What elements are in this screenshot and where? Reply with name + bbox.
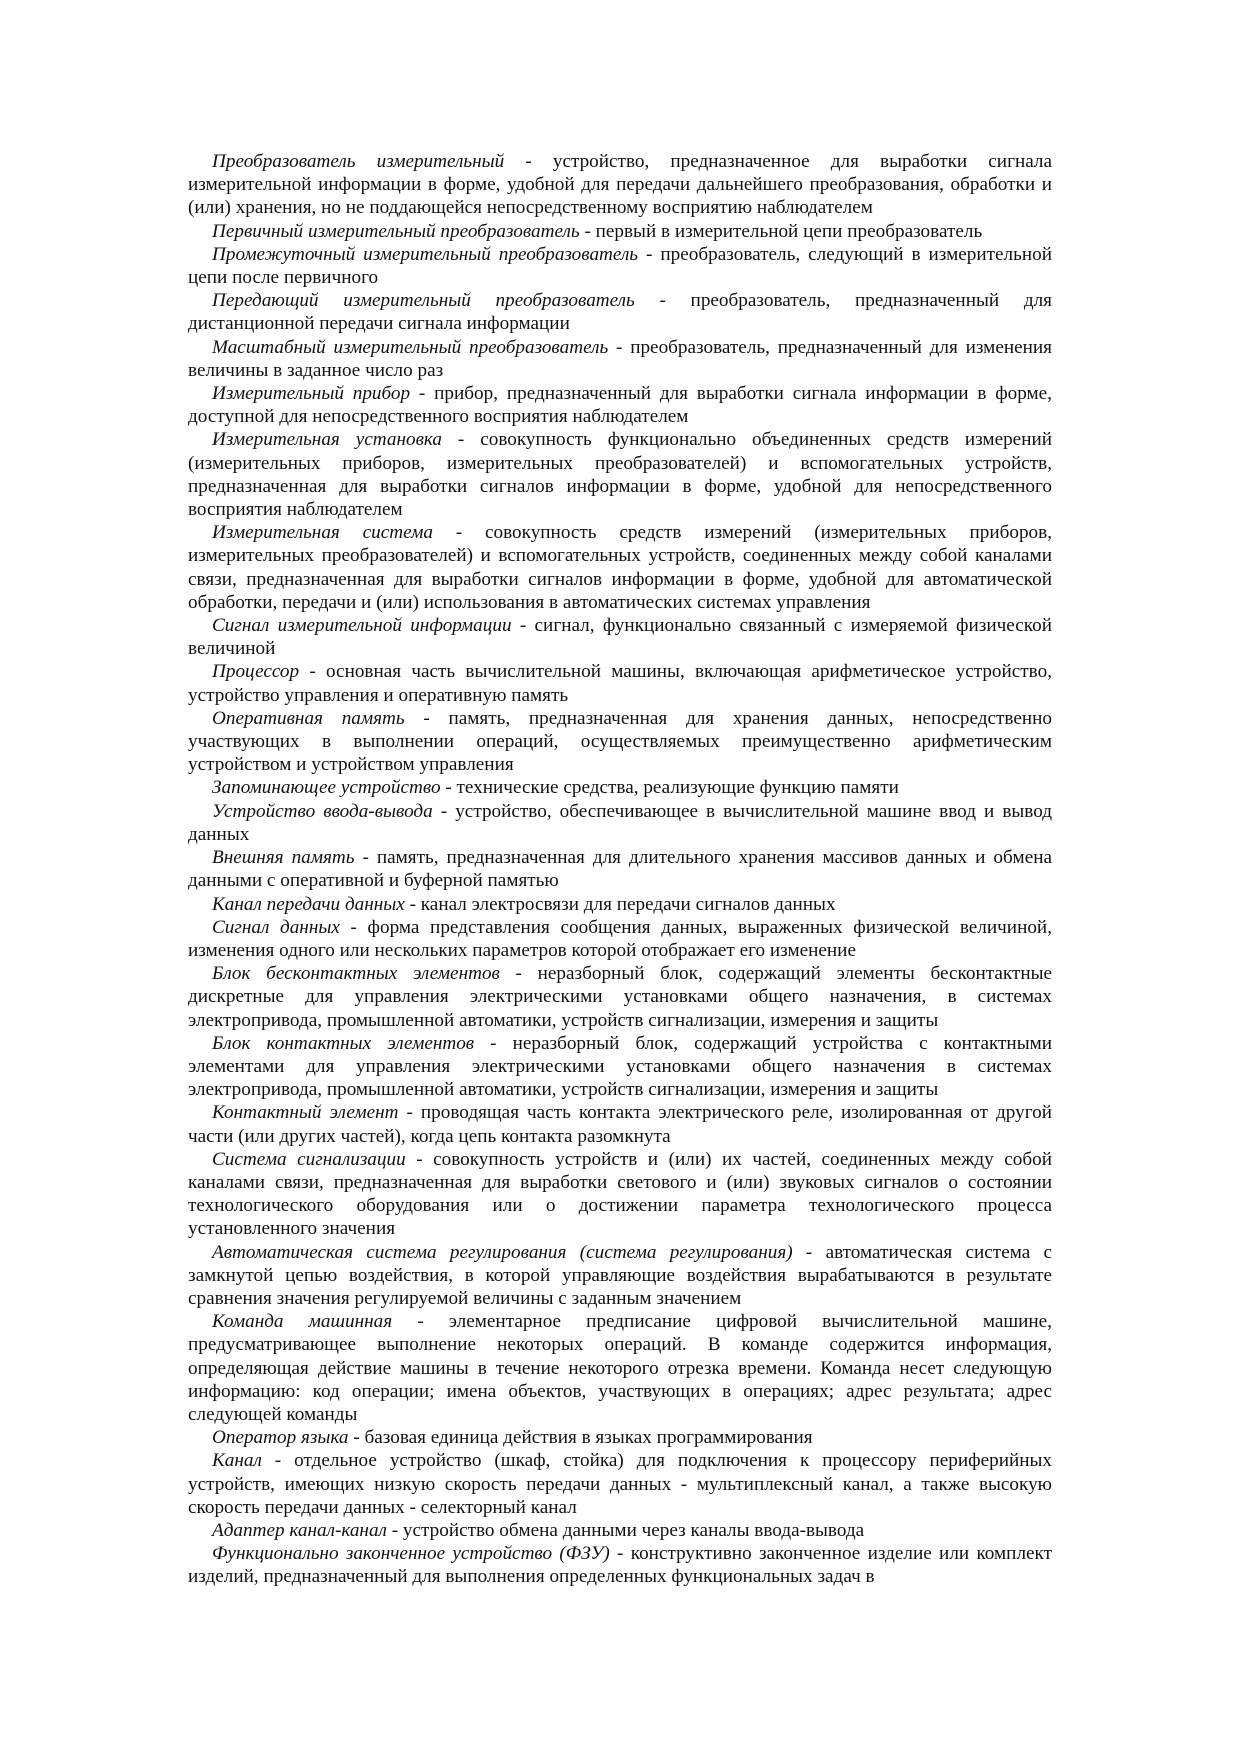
term: Сигнал данных (212, 916, 340, 938)
definition: - совокупность устройств и (или) их частей, соединенных между собой каналами связи, предназначенная для выработки светового и (или) звуковых сигналов о состоянии технологического оборудования или о достижении параметра технологического процесса установленного значения (188, 1148, 1052, 1240)
definition-entry (188, 1426, 1052, 1449)
term: Система сигнализации (212, 1148, 406, 1170)
term: Сигнал измерительной информации (212, 615, 512, 637)
definition: - основная часть вычислительной машины, включающая арифметическое устройство, устройство управления и оперативную память (188, 661, 1052, 706)
term: Измерительная система (212, 522, 434, 544)
term: Измерительная установка (212, 429, 443, 451)
term: Канал (212, 1450, 262, 1472)
definition: - элементарное предписание цифровой вычислительной машине, предусматривающее выполнение некоторых операций. В команде содержится информация, определяющая действие машины в течение некоторого отрезка времени. Команда несет следующую информацию: код операции; имена объектов, участвующих в операциях; адрес результата; адрес следующей команды (188, 1311, 1052, 1425)
definition-entry (188, 707, 1052, 777)
definition: - канал электросвязи для передачи сигналов данных (404, 893, 836, 915)
term: Оператор языка (212, 1427, 349, 1449)
definition: - совокупность функционально объединенных средств измерений (измерительных приборов, измерительных преобразователей) и вспомогательных устройств, предназначенная для выработки сигналов информации в форме, удобной для непосредственного восприятия наблюдателем (188, 429, 1053, 521)
term: Внешняя память (212, 847, 355, 869)
definition: - отдельное устройство (шкаф, стойка) для подключения к процессору периферийных устройств, имеющих низкую скорость передачи данных - мультиплексный канал, а также высокую скорость передачи данных - селекторный канал (188, 1450, 1052, 1518)
definition-entry (188, 382, 1052, 428)
definition: - прибор, предназначенный для выработки сигнала информации в форме, доступной для непосредственного восприятия наблюдателем (188, 383, 1052, 428)
definition: - устройство, обеспечивающее в вычислительной машине ввод и вывод данных (188, 800, 1052, 845)
definition: - память, предназначенная для длительного хранения массивов данных и обмена данными с оперативной и буферной памятью (188, 847, 1053, 892)
definition-entry (188, 776, 1052, 799)
definition-entry (188, 1241, 1052, 1311)
definition: - совокупность средств измерений (измерительных приборов, измерительных преобразователей) и вспомогательных устройств, соединенных между собой каналами связи, предназначенная для выработки сигналов информации в форме, удобной для автоматической обработки, передачи и (или) использования в автоматических системах управления (188, 522, 1053, 613)
term: Канал передачи данных (212, 893, 405, 915)
term: Преобразователь измерительный (212, 151, 505, 172)
definition-entry (188, 614, 1052, 660)
definition-entry (188, 1449, 1052, 1519)
definition-entry (188, 243, 1052, 289)
document-page (188, 150, 1052, 1589)
definition: - устройство, предназначенное для выработки сигнала измерительной информации в форме, удобной для передачи дальнейшего преобразования, обработки и (или) хранения, но не поддающейся непосредственному восприятию наблюдателем (188, 151, 1052, 219)
definition-entry (188, 1310, 1052, 1426)
definition-entry (188, 893, 1052, 916)
term: Оперативная память (212, 707, 405, 729)
term: Устройство ввода-вывода (212, 800, 433, 822)
definition: - преобразователь, предназначенный для изменения величины в заданное число раз (188, 336, 1052, 381)
definition-entry (188, 1519, 1052, 1542)
definition-entry (188, 916, 1052, 962)
term: Масштабный измерительный преобразователь (212, 336, 609, 358)
term: Процессор (212, 661, 300, 683)
definition: - технические средства, реализующие функцию памяти (440, 777, 899, 799)
definition-entry (188, 220, 1052, 243)
definition-entry (188, 660, 1052, 706)
definition: - автоматическая система с замкнутой цепью воздействия, в которой управляющие воздействия вырабатываются в результате сравнения значения регулируемой величины с заданным значением (188, 1241, 1053, 1309)
term: Автоматическая система регулирования (система регулирования) (212, 1241, 793, 1263)
definition-entry (188, 1148, 1052, 1241)
term: Адаптер канал-канал (212, 1519, 387, 1541)
term: Первичный измерительный преобразователь (212, 220, 580, 242)
definition: - проводящая часть контакта электрического реле, изолированная от другой части (или других частей), когда цепь контакта разомкнута (188, 1102, 1052, 1147)
definition: - преобразователь, следующий в измерительной цепи после первичного (188, 243, 1052, 289)
definition-entry (188, 846, 1052, 892)
term: Функционально законченное устройство (ФЗУ) (212, 1543, 610, 1565)
term: Контактный элемент (212, 1102, 399, 1124)
definition-entry (188, 336, 1052, 382)
term: Блок бесконтактных элементов (212, 963, 500, 985)
definition: - неразборный блок, содержащий элементы бесконтактные дискретные для управления электрическими установками общего назначения, в системах электропривода, промышленной автоматики, устройств сигнализации, измерения и защиты (188, 963, 1052, 1031)
definition: - память, предназначенная для хранения данных, непосредственно участвующих в выполнении операций, осуществляемых преимущественно арифметическим устройством и устройством управления (188, 707, 1052, 776)
definition-entry (188, 289, 1052, 335)
term: Запоминающее устройство (212, 777, 441, 799)
term: Команда машинная (212, 1311, 393, 1333)
definition: - неразборный блок, содержащий устройства с контактными элементами для управления электрическими установками общего назначения в системах электропривода, промышленной автоматики, устройств сигнализации, измерения и защиты (188, 1032, 1053, 1101)
definition: - первый в измерительной цепи преобразователь (579, 220, 983, 242)
definition-entry (188, 1032, 1052, 1102)
definition-entry (188, 1101, 1052, 1147)
definition-entry (188, 150, 1052, 220)
definition: - устройство обмена данными через каналы ввода-вывода (386, 1519, 865, 1541)
definition: - преобразователь, предназначенный для дистанционной передачи сигнала информации (188, 290, 1052, 335)
definition-entry (188, 521, 1052, 614)
term: Блок контактных элементов (212, 1032, 475, 1054)
term: Измерительный прибор (212, 383, 411, 405)
definition: - базовая единица действия в языках программирования (348, 1427, 813, 1449)
definition-entry (188, 962, 1052, 1032)
definition: - форма представления сообщения данных, выраженных физической величиной, изменения одного или нескольких параметров которой отображает его изменение (188, 916, 1052, 961)
definition: - конструктивно законченное изделие или комплект изделий, предназначенный для выполнения определенных функциональных задач в (188, 1543, 1052, 1588)
definition-entry (188, 1542, 1052, 1588)
definition-entry (188, 428, 1052, 521)
definition: - сигнал, функционально связанный с измеряемой физической величиной (188, 615, 1052, 660)
term: Передающий измерительный преобразователь (212, 290, 635, 312)
term: Промежуточный измерительный преобразователь (212, 243, 639, 265)
definition-entry (188, 800, 1052, 846)
